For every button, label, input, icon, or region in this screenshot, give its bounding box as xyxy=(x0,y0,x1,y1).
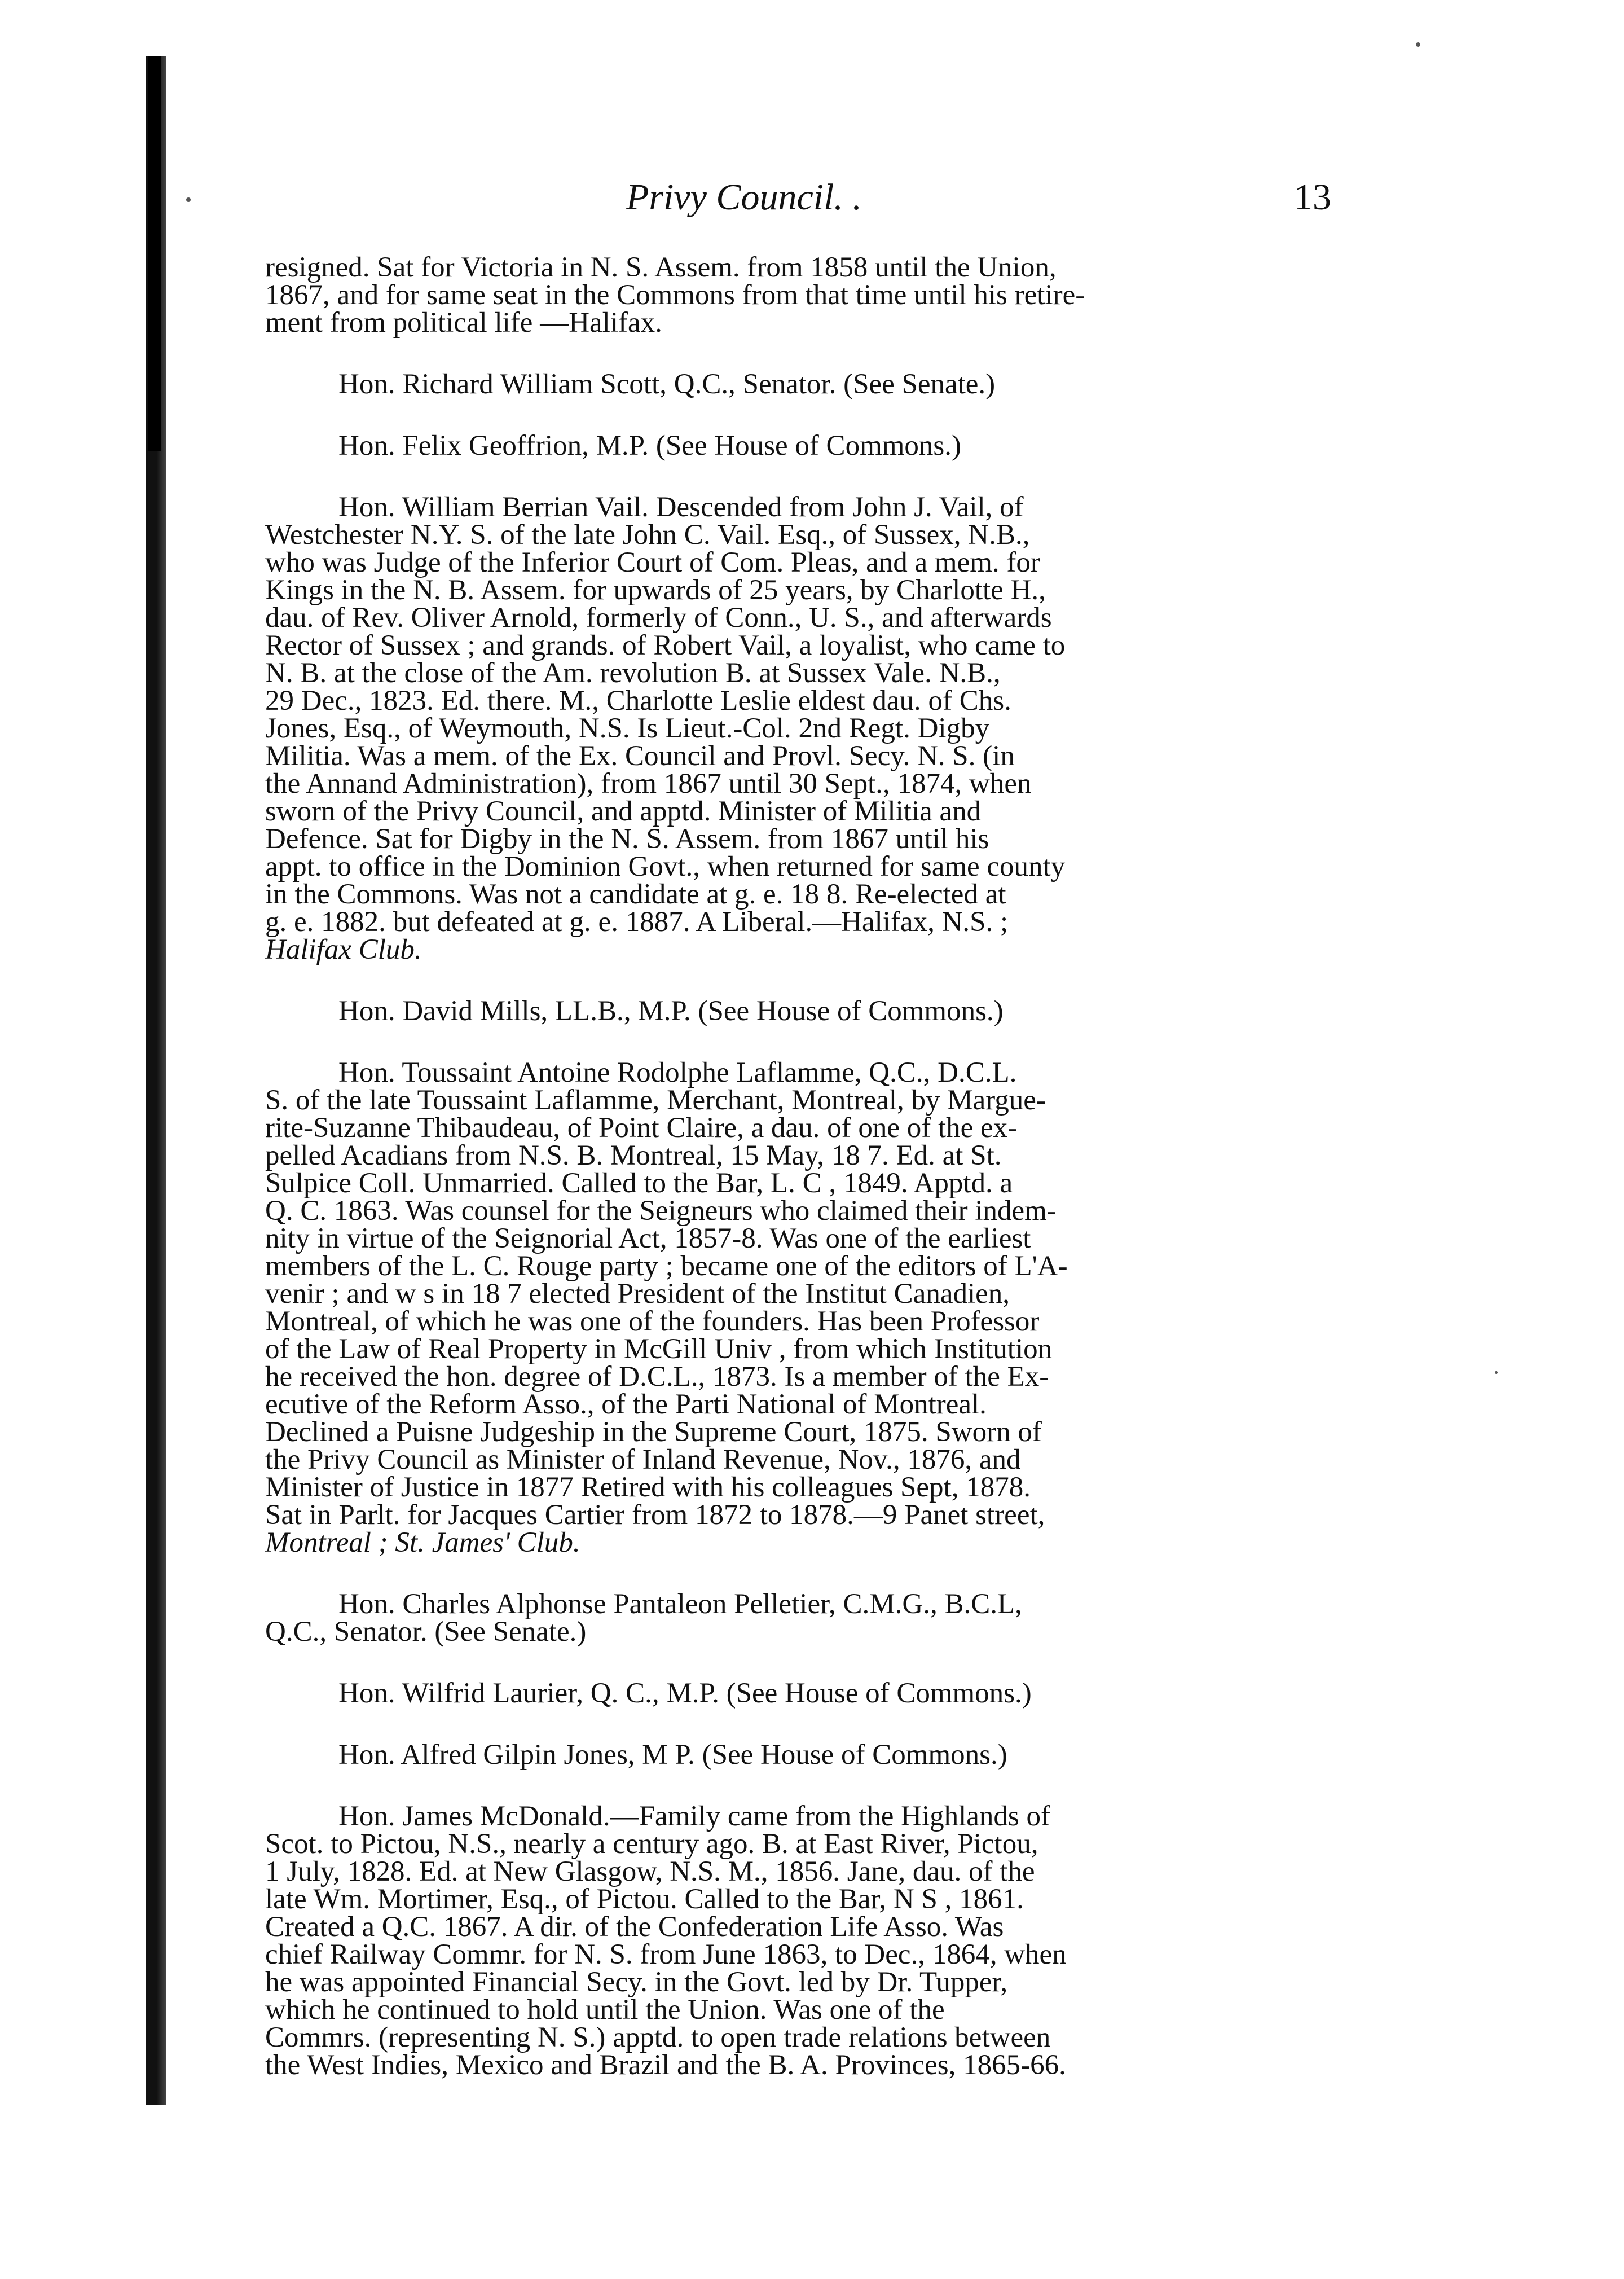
entry-heading: Hon. Charles Alphonse Pantaleon Pelletier, C.M.G., B.C.L, xyxy=(338,1588,1022,1620)
entry-heading: Hon. William Berrian Vail. Descended from John J. Vail, of xyxy=(338,491,1024,523)
text-line: in the Commons. Was not a candidate at g. e. 18 8. Re-elected at xyxy=(265,879,1006,910)
page-number: 13 xyxy=(1294,177,1331,218)
text-line: resigned. Sat for Victoria in N. S. Assem. from 1858 until the Union, xyxy=(265,252,1057,283)
text-line: ment from political life —Halifax. xyxy=(265,307,662,339)
text-line: chief Railway Commr. for N. S. from June 1863, to Dec., 1864, when xyxy=(265,1939,1067,1970)
entry-scott xyxy=(265,368,1323,400)
entry-heading: Hon. David Mills, LL.B., M.P. (See House of Commons.) xyxy=(338,995,1004,1027)
scan-speck xyxy=(186,197,191,202)
text-line: venir ; and w s in 18 7 elected President of the Institut Canadien, xyxy=(265,1278,1010,1310)
entry-heading: Hon. Wilfrid Laurier, Q. C., M.P. (See House of Commons.) xyxy=(338,1678,1032,1709)
body-text xyxy=(265,254,1323,2079)
running-head: Privy Council. . xyxy=(626,177,862,218)
text-line: Commrs. (representing N. S.) apptd. to open trade relations between xyxy=(265,2022,1051,2053)
entry-laurier xyxy=(265,1680,1323,1707)
entry-heading: Hon. Alfred Gilpin Jones, M P. (See House of Commons.) xyxy=(338,1739,1007,1771)
text-line: Kings in the N. B. Assem. for upwards of 25 years, by Charlotte H., xyxy=(265,574,1046,606)
text-line: Westchester N.Y. S. of the late John C. Vail. Esq., of Sussex, N.B., xyxy=(265,519,1030,551)
text-line: Militia. Was a mem. of the Ex. Council and Provl. Secy. N. S. (in xyxy=(265,740,1015,772)
entry-jones xyxy=(265,1741,1323,1769)
text-line: sworn of the Privy Council, and apptd. Minister of Militia and xyxy=(265,796,982,827)
text-line: 1867, and for same seat in the Commons from that time until his retire- xyxy=(265,279,1085,311)
text-line: dau. of Rev. Oliver Arnold, formerly of Conn., U. S., and afterwards xyxy=(265,602,1052,634)
entry-heading: Hon. Toussaint Antoine Rodolphe Laflamme, Q.C., D.C.L. xyxy=(338,1057,1017,1088)
text-line: Rector of Sussex ; and grands. of Robert Vail, a loyalist, who came to xyxy=(265,630,1066,661)
text-line: g. e. 1882. but defeated at g. e. 1887. A Liberal.—Halifax, N.S. ; xyxy=(265,906,1009,938)
text-line: who was Judge of the Inferior Court of Com. Pleas, and a mem. for xyxy=(265,547,1040,578)
text-line: Halifax Club. xyxy=(265,934,422,965)
text-line: appt. to office in the Dominion Govt., when returned for same county xyxy=(265,851,1066,882)
text-line: nity in virtue of the Seignorial Act, 1857-8. Was one of the earliest xyxy=(265,1223,1031,1254)
entry-heading: Hon. James McDonald.—Family came from the Highlands of xyxy=(338,1801,1051,1832)
text-line: Q.C., Senator. (See Senate.) xyxy=(265,1616,587,1648)
text-line: Montreal ; St. James' Club. xyxy=(265,1527,580,1558)
text-line: 29 Dec., 1823. Ed. there. M., Charlotte Leslie eldest dau. of Chs. xyxy=(265,685,1011,717)
entry-vail xyxy=(265,491,1323,965)
scan-speck xyxy=(1495,1371,1498,1374)
text-line: the Annand Administration), from 1867 until 30 Sept., 1874, when xyxy=(265,768,1032,800)
book-binding-shadow-dark xyxy=(148,56,161,451)
text-line: he was appointed Financial Secy. in the Govt. led by Dr. Tupper, xyxy=(265,1966,1008,1998)
text-line: Scot. to Pictou, N.S., nearly a century ago. B. at East River, Pictou, xyxy=(265,1828,1038,1860)
entry-heading: Hon. Richard William Scott, Q.C., Senator. (See Senate.) xyxy=(338,368,996,400)
text-line: he received the hon. degree of D.C.L., 1873. Is a member of the Ex- xyxy=(265,1361,1049,1393)
entry-continuation xyxy=(265,254,1323,337)
text-line: of the Law of Real Property in McGill Univ , from which Institution xyxy=(265,1333,1053,1365)
text-line: N. B. at the close of the Am. revolution B. at Sussex Vale. N.B., xyxy=(265,657,1001,689)
text-line: Q. C. 1863. Was counsel for the Seigneurs who claimed their indem- xyxy=(265,1195,1057,1227)
text-line: members of the L. C. Rouge party ; became one of the editors of L'A- xyxy=(265,1250,1068,1282)
text-line: 1 July, 1828. Ed. at New Glasgow, N.S. M., 1856. Jane, dau. of the xyxy=(265,1856,1035,1887)
page-header xyxy=(626,172,1331,223)
text-line: late Wm. Mortimer, Esq., of Pictou. Called to the Bar, N S , 1861. xyxy=(265,1883,1024,1915)
entry-mills xyxy=(265,995,1323,1027)
text-line: S. of the late Toussaint Laflamme, Merchant, Montreal, by Margue- xyxy=(265,1084,1046,1116)
text-line: Minister of Justice in 1877 Retired with his colleagues Sept, 1878. xyxy=(265,1472,1031,1503)
text-line: Declined a Puisne Judgeship in the Supreme Court, 1875. Sworn of xyxy=(265,1416,1042,1448)
text-line: Defence. Sat for Digby in the N. S. Assem. from 1867 until his xyxy=(265,823,989,855)
text-line: Sat in Parlt. for Jacques Cartier from 1872 to 1878.—9 Panet street, xyxy=(265,1499,1045,1531)
text-line: Sulpice Coll. Unmarried. Called to the Bar, L. C , 1849. Apptd. a xyxy=(265,1167,1013,1199)
entry-geoffrion xyxy=(265,432,1323,460)
text-line: pelled Acadians from N.S. B. Montreal, 15 May, 18 7. Ed. at St. xyxy=(265,1140,1002,1171)
text-line: Jones, Esq., of Weymouth, N.S. Is Lieut.-Col. 2nd Regt. Digby xyxy=(265,713,990,744)
text-line: the West Indies, Mexico and Brazil and the B. A. Provinces, 1865-66. xyxy=(265,2049,1066,2081)
entry-heading: Hon. Felix Geoffrion, M.P. (See House of Commons.) xyxy=(338,430,961,462)
entry-pelletier xyxy=(265,1588,1323,1648)
entry-laflamme xyxy=(265,1059,1323,1557)
text-line: Montreal, of which he was one of the founders. Has been Professor xyxy=(265,1306,1040,1337)
text-line: Created a Q.C. 1867. A dir. of the Confederation Life Asso. Was xyxy=(265,1911,1004,1943)
text-line: rite-Suzanne Thibaudeau, of Point Claire, a dau. of one of the ex- xyxy=(265,1112,1018,1144)
text-line: the Privy Council as Minister of Inland Revenue, Nov., 1876, and xyxy=(265,1444,1021,1476)
scan-speck xyxy=(1416,42,1420,47)
text-line: ecutive of the Reform Asso., of the Parti National of Montreal. xyxy=(265,1389,987,1420)
entry-mcdonald xyxy=(265,1803,1323,2079)
text-line: which he continued to hold until the Union. Was one of the xyxy=(265,1994,945,2026)
